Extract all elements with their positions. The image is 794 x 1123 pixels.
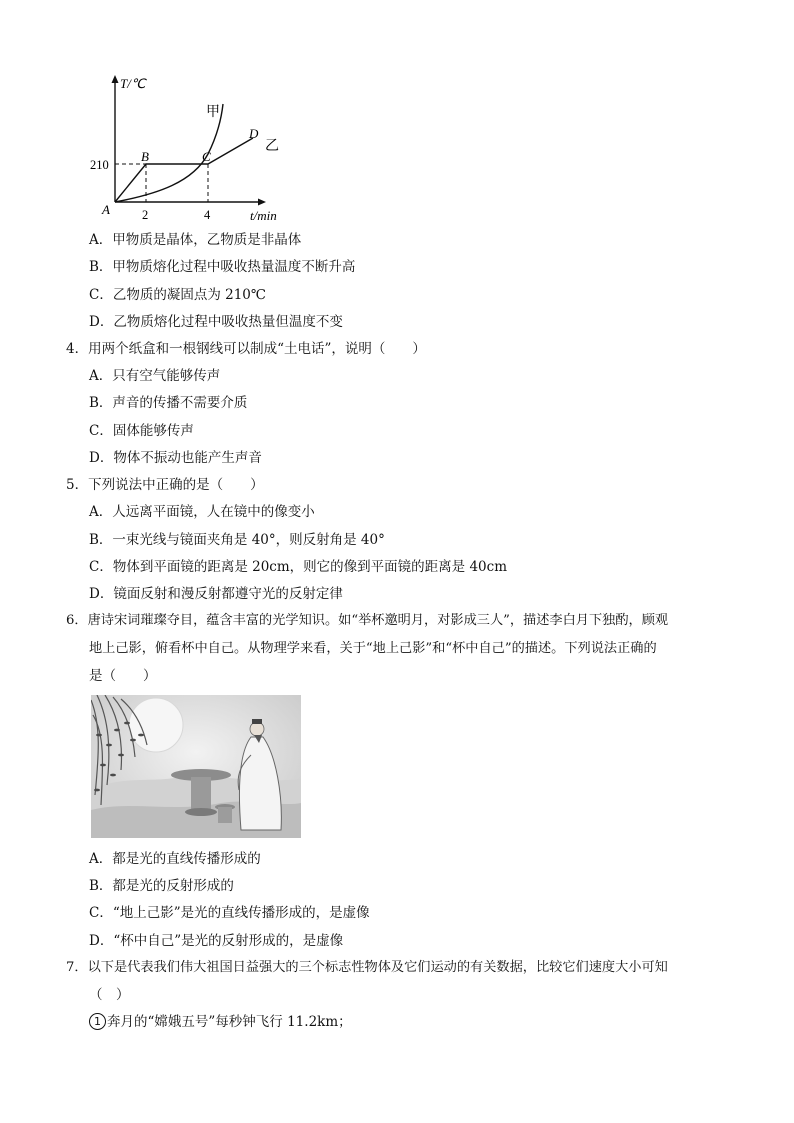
q3-option-a: A．甲物质是晶体，乙物质是非晶体 — [89, 232, 302, 248]
q3-option-b: B．甲物质熔化过程中吸收热量温度不断升高 — [89, 259, 356, 275]
q5-stem: 5．下列说法中正确的是（ ） — [66, 477, 264, 493]
q5-option-c: C．物体到平面镜的距离是 20cm，则它的像到平面镜的距离是 40cm — [89, 559, 507, 575]
circled-number-1: 1 — [89, 1013, 106, 1030]
q6-stem-line3: 是（ ） — [89, 668, 157, 684]
q5-option-a: A．人远离平面镜，人在镜中的像变小 — [89, 504, 315, 520]
q4-stem: 4．用两个纸盒和一根钢线可以制成“土电话”，说明（ ） — [66, 341, 426, 357]
curve-yi — [115, 138, 253, 202]
q4-option-b: B．声音的传播不需要介质 — [89, 395, 248, 411]
q7-item-1-text: 奔月的“嫦娥五号”每秒钟飞行 11.2km； — [107, 1014, 352, 1030]
q4-option-c: C．固体能够传声 — [89, 423, 194, 439]
q5-option-d: D．镜面反射和漫反射都遵守光的反射定律 — [89, 586, 343, 602]
y-tick-210: 210 — [90, 158, 109, 172]
q7-stem-line2: （ ） — [89, 987, 130, 1003]
q6-option-d: D．“杯中自己”是光的反射形成的，是虚像 — [89, 933, 344, 949]
q6-stem-line1: 6．唐诗宋词璀璨夺目，蕴含丰富的光学知识。如“举杯邀明月，对影成三人”，描述李白月下独酌，顾观 — [66, 613, 669, 628]
point-c-label: C — [202, 149, 211, 164]
y-axis-arrow — [112, 75, 119, 83]
x-tick-2: 2 — [142, 208, 149, 222]
x-tick-4: 4 — [204, 208, 211, 222]
q4-option-a: A．只有空气能够传声 — [89, 368, 221, 384]
stone-stool — [215, 804, 235, 823]
curve-jia-label: 甲 — [206, 104, 220, 120]
q3-option-d: D．乙物质熔化过程中吸收热量但温度不变 — [89, 314, 343, 330]
point-d-label: D — [249, 126, 259, 141]
q4-option-d: D．物体不振动也能产生声音 — [89, 450, 262, 466]
x-axis-arrow — [258, 199, 266, 206]
curve-yi-label: 乙 — [265, 138, 279, 154]
q5-option-b: B．一束光线与镜面夹角是 40°，则反射角是 40° — [89, 532, 385, 548]
q6-option-b: B．都是光的反射形成的 — [89, 878, 234, 894]
temperature-time-graph — [88, 72, 298, 232]
q6-option-c: C．“地上己影”是光的直线传播形成的，是虚像 — [89, 905, 370, 921]
y-axis-label: T/℃ — [120, 76, 146, 91]
q7-stem-line1: 7．以下是代表我们伟大祖国日益强大的三个标志性物体及它们运动的有关数据，比较它们速度大小可知 — [66, 960, 668, 975]
origin-label: A — [102, 202, 110, 217]
q6-option-a: A．都是光的直线传播形成的 — [89, 851, 261, 867]
moon-shape — [129, 698, 183, 752]
q3-option-c: C．乙物质的凝固点为 210℃ — [89, 287, 266, 303]
poet-moon-illustration — [91, 695, 301, 838]
x-axis-label: t/min — [250, 208, 277, 223]
q6-stem-line2: 地上己影，俯看杯中自己。从物理学来看，关于“地上己影”和“杯中自己”的描述。下列说法正确的 — [89, 641, 657, 656]
point-b-label: B — [141, 149, 149, 164]
q7-item-1 — [89, 1012, 352, 1032]
